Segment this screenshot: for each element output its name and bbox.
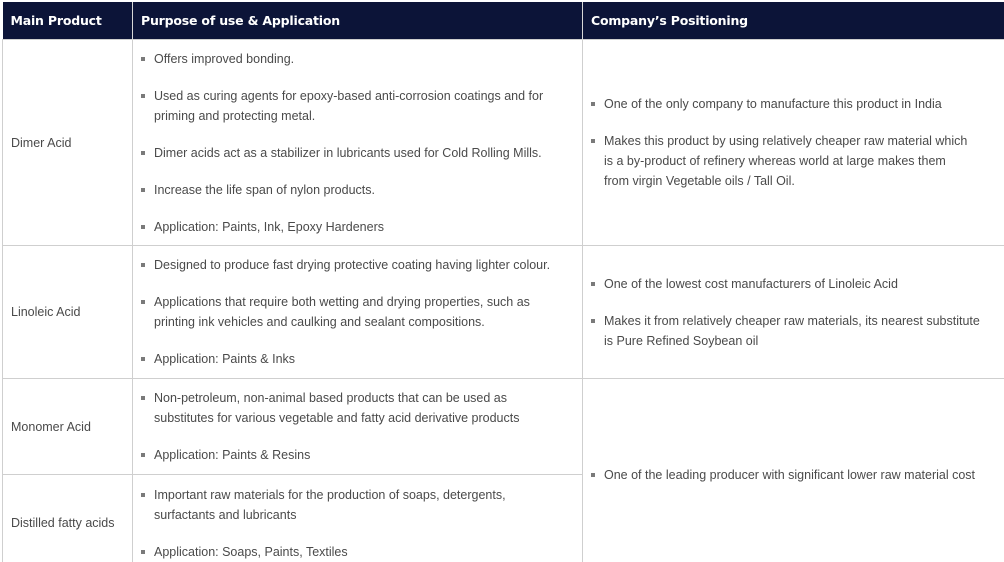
bullet-icon xyxy=(141,550,145,554)
purpose-cell xyxy=(133,246,583,379)
list-item xyxy=(141,180,578,200)
list-item-text: Non-petroleum, non-animal based products that can be used as xyxy=(154,391,507,405)
list-item xyxy=(141,49,578,69)
list-item xyxy=(591,274,1004,294)
bullet-icon xyxy=(141,94,145,98)
list-item xyxy=(141,292,578,332)
bullet-icon xyxy=(591,319,595,323)
list-item-text: Designed to produce fast drying protective coating having lighter colour. xyxy=(154,258,551,272)
positioning-list xyxy=(591,465,1004,485)
bullet-icon xyxy=(141,300,145,304)
bullet-icon xyxy=(591,473,595,477)
list-item-text: priming and protecting metal. xyxy=(154,108,316,123)
header-purpose: Purpose of use & Application xyxy=(133,2,583,40)
bullet-icon xyxy=(141,453,145,457)
positioning-cell xyxy=(583,246,1004,379)
bullet-icon xyxy=(141,396,145,400)
list-item xyxy=(141,255,578,275)
list-item-text: Increase the life span of nylon products. xyxy=(154,182,375,197)
bullet-icon xyxy=(141,151,145,155)
bullet-icon xyxy=(591,282,595,286)
purpose-list xyxy=(141,49,578,237)
bullet-icon xyxy=(141,188,145,192)
bullet-icon xyxy=(141,263,145,267)
table-header-row xyxy=(3,2,1004,40)
list-item-text: is a by-product of refinery whereas world at large makes them xyxy=(604,154,946,168)
list-item-text: substitutes for various vegetable and fatty acid derivative products xyxy=(154,411,520,425)
purpose-cell xyxy=(133,475,583,562)
list-item-text: One of the lowest cost manufacturers of Linoleic Acid xyxy=(604,276,898,291)
positioning-list xyxy=(591,274,1004,351)
list-item xyxy=(141,445,578,465)
list-item-text: surfactants and lubricants xyxy=(154,507,297,522)
list-item-text: is Pure Refined Soybean oil xyxy=(604,333,759,348)
purpose-list xyxy=(141,255,578,369)
product-name: Linoleic Acid xyxy=(3,246,133,379)
list-item xyxy=(591,94,1004,114)
list-item-text: from virgin Vegetable oils / Tall Oil. xyxy=(604,174,795,188)
list-item-text: Applications that require both wetting and drying properties, such as xyxy=(154,295,530,309)
list-item-text: printing ink vehicles and caulking and sealant compositions. xyxy=(154,315,485,329)
bullet-icon xyxy=(141,493,145,497)
product-name: Distilled fatty acids xyxy=(3,475,133,562)
positioning-cell xyxy=(583,40,1004,246)
list-item xyxy=(141,86,578,126)
list-item-text: Makes this product by using relatively cheaper raw material which xyxy=(604,134,968,148)
list-item xyxy=(591,131,1004,191)
positioning-cell-shared xyxy=(583,379,1004,562)
list-item xyxy=(591,465,1004,485)
bullet-icon xyxy=(141,225,145,229)
bullet-icon xyxy=(591,102,595,106)
list-item xyxy=(141,217,578,237)
purpose-cell xyxy=(133,40,583,246)
list-item xyxy=(141,485,578,525)
list-item-text: Application: Paints & Inks xyxy=(154,352,296,366)
list-item-text: One of the leading producer with significant lower raw material cost xyxy=(604,468,976,482)
list-item xyxy=(141,542,578,562)
list-item xyxy=(141,143,578,163)
header-positioning: Company’s Positioning xyxy=(583,2,1004,40)
list-item xyxy=(141,388,578,428)
list-item xyxy=(591,311,1004,351)
list-item-text: Application: Paints & Resins xyxy=(154,448,311,462)
purpose-cell xyxy=(133,379,583,475)
list-item-text: Important raw materials for the production of soaps, detergents, xyxy=(154,487,506,502)
positioning-list xyxy=(591,94,1004,191)
list-item-text: One of the only company to manufacture this product in India xyxy=(604,97,942,111)
product-name: Dimer Acid xyxy=(3,40,133,246)
list-item-text: Dimer acids act as a stabilizer in lubricants used for Cold Rolling Mills. xyxy=(154,145,542,160)
list-item-text: Application: Soaps, Paints, Textiles xyxy=(154,544,348,559)
list-item-text: Used as curing agents for epoxy-based anti-corrosion coatings and for xyxy=(154,88,544,103)
product-name: Monomer Acid xyxy=(3,379,133,475)
header-main-product: Main Product xyxy=(3,2,133,40)
product-table xyxy=(2,2,1004,562)
list-item-text: Application: Paints, Ink, Epoxy Hardeners xyxy=(154,219,384,234)
bullet-icon xyxy=(141,57,145,61)
purpose-list xyxy=(141,485,578,562)
table-row xyxy=(3,379,1004,475)
list-item-text: Makes it from relatively cheaper raw materials, its nearest substitute xyxy=(604,313,980,328)
table-row xyxy=(3,246,1004,379)
bullet-icon xyxy=(141,357,145,361)
bullet-icon xyxy=(591,139,595,143)
purpose-list xyxy=(141,388,578,465)
table-row xyxy=(3,40,1004,246)
list-item-text: Offers improved bonding. xyxy=(154,51,295,66)
list-item xyxy=(141,349,578,369)
